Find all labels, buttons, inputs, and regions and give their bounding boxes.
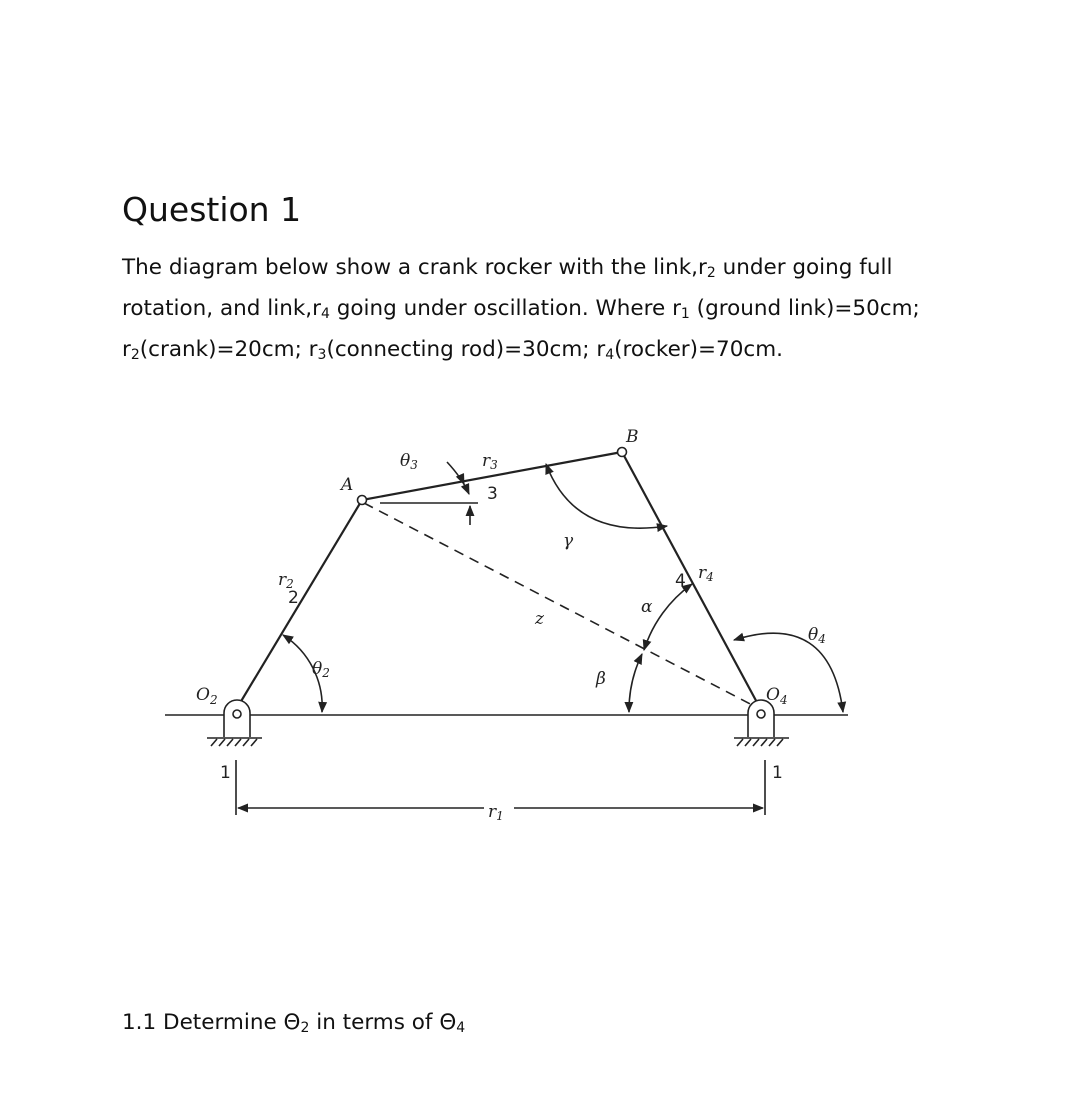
label-link-2: 2	[288, 588, 299, 608]
label-link-4: 4	[675, 571, 686, 591]
statement-line-1: The diagram below show a crank rocker with the $link,r_2$ under going full	[122, 255, 893, 281]
label-r1: r1	[488, 802, 504, 823]
label-ground-left: 1	[220, 763, 231, 783]
label-theta2: θ2	[312, 659, 330, 680]
label-r2: r2	[278, 570, 294, 591]
label-z: z	[535, 609, 544, 629]
beta-arc	[629, 654, 642, 712]
label-theta4: θ4	[808, 625, 826, 646]
theta4-arc	[734, 633, 843, 712]
sub-question-1-1: 1.1 Determine $\Theta_2$ in terms of $\Theta_4$	[122, 1010, 466, 1036]
statement-line-2: rotation, and $link,r_4$ going under oscillation. Where $r_1$ (ground link)=50cm;	[122, 296, 920, 322]
label-A: A	[341, 475, 354, 495]
pin-A	[358, 496, 367, 505]
pin-B	[618, 448, 627, 457]
label-r4: r4	[698, 563, 714, 584]
label-alpha: α	[641, 597, 653, 617]
label-r3: r3	[482, 451, 498, 472]
rocker-link-r4	[622, 452, 760, 708]
question-heading: Question 1	[122, 190, 302, 229]
label-B: B	[626, 427, 639, 447]
statement-line-3: $r_2(crank)=20cm$; $r_3(connecting$ rod)=30cm; $r_4(rocker)=70cm$.	[122, 337, 783, 363]
crank-link-r2	[237, 500, 362, 708]
label-link-3: 3	[487, 484, 498, 504]
label-O4: $O_4$	[766, 685, 788, 707]
label-O2: $O_2$	[196, 685, 218, 707]
gamma-arc	[546, 464, 667, 528]
diagonal-z	[364, 503, 758, 708]
alpha-arc	[644, 584, 692, 650]
label-beta: β	[596, 669, 606, 689]
label-gamma: γ	[563, 531, 574, 551]
label-theta3: θ3	[400, 451, 418, 472]
label-ground-right: 1	[772, 763, 783, 783]
